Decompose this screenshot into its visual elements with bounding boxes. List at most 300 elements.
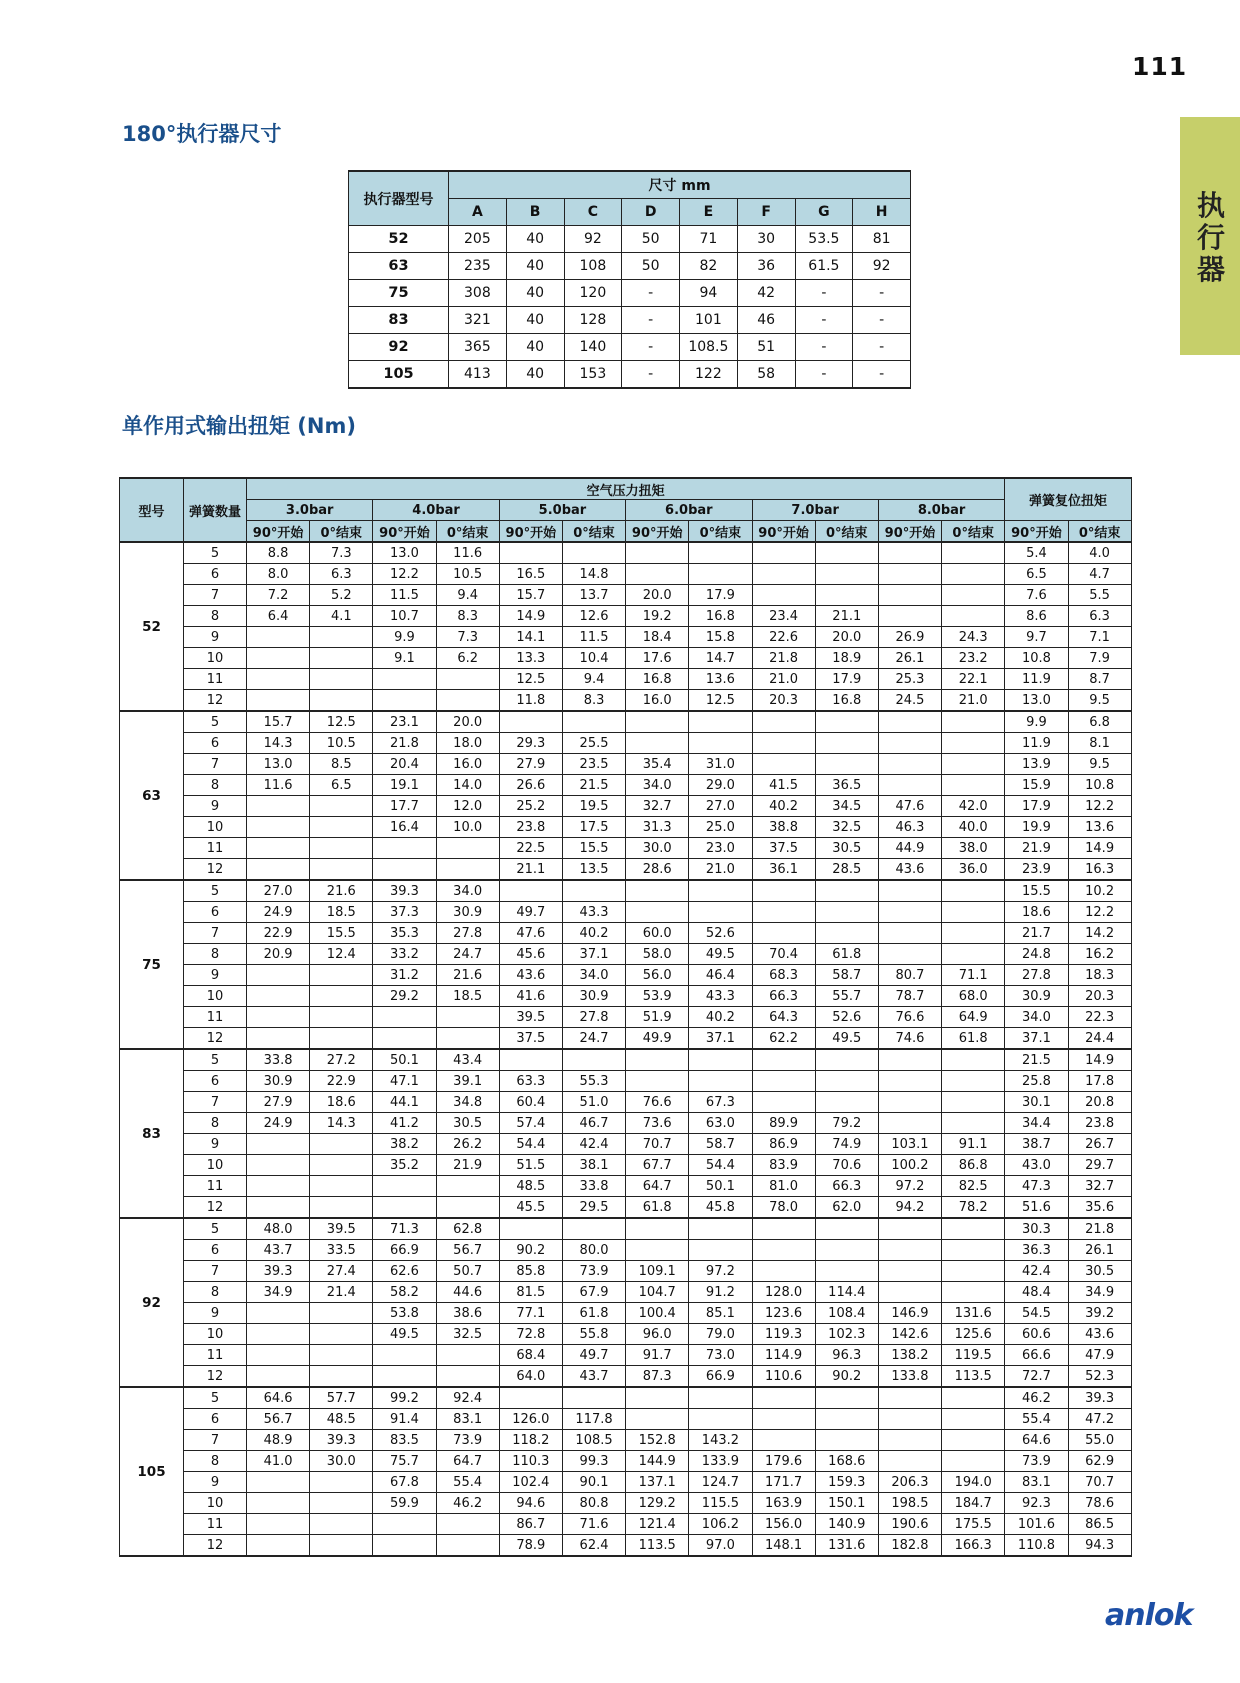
torque-cell: 20.0 [626,585,689,606]
torque-cell: 83.1 [436,1409,499,1430]
torque-cell: 61.8 [626,1197,689,1219]
torque-cell: 190.6 [878,1514,941,1535]
torque-cell [562,880,625,902]
model-cell: 83 [349,307,449,334]
torque-cell: 58.7 [689,1134,752,1155]
table-row [120,1303,1132,1324]
torque-cell: 78.2 [942,1197,1005,1219]
sub-header-end: 0°结束 [815,521,878,543]
torque-cell: 43.3 [689,986,752,1007]
torque-cell: 30.9 [247,1071,310,1092]
torque-cell: 20.0 [815,627,878,648]
torque-cell: 70.7 [626,1134,689,1155]
torque-cell: 73.0 [689,1345,752,1366]
torque-cell [247,1007,310,1028]
torque-cell [247,1303,310,1324]
sub-header-end: 0°结束 [310,521,373,543]
dimension-cell: 50 [622,253,680,280]
torque-cell: 36.3 [1005,1240,1068,1261]
torque-cell: 23.8 [1068,1113,1131,1134]
torque-cell: 8.5 [310,754,373,775]
dims-column-header: D [622,199,680,226]
spring-count-cell: 5 [184,542,247,564]
model-cell: 75 [349,280,449,307]
torque-cell: 115.5 [689,1493,752,1514]
torque-cell: 83.5 [373,1430,436,1451]
torque-cell: 86.5 [1068,1514,1131,1535]
torque-cell: 104.7 [626,1282,689,1303]
torque-cell [626,880,689,902]
torque-cell: 19.1 [373,775,436,796]
torque-cell: 58.0 [626,944,689,965]
torque-cell: 133.9 [689,1451,752,1472]
torque-cell: 16.4 [373,817,436,838]
torque-cell [815,1240,878,1261]
torque-cell: 23.2 [942,648,1005,669]
model-cell: 92 [349,334,449,361]
torque-cell: 11.5 [373,585,436,606]
torque-cell: 48.5 [499,1176,562,1197]
torque-cell: 36.1 [752,859,815,881]
dims-column-header: F [737,199,795,226]
torque-cell: 91.4 [373,1409,436,1430]
torque-cell [310,648,373,669]
table-row [120,1028,1132,1050]
torque-cell [247,648,310,669]
dimension-cell: 120 [564,280,622,307]
torque-cell: 52.3 [1068,1366,1131,1388]
model-cell: 92 [120,1218,184,1387]
torque-cell: 46.3 [878,817,941,838]
torque-cell: 184.7 [942,1493,1005,1514]
torque-cell [689,1240,752,1261]
torque-cell: 21.0 [942,690,1005,712]
pressure-header: 4.0bar [373,500,499,521]
torque-cell [436,1514,499,1535]
dims-column-header: A [449,199,507,226]
torque-cell [942,923,1005,944]
torque-cell: 46.7 [562,1113,625,1134]
torque-cell: 46.4 [689,965,752,986]
torque-cell [626,1049,689,1071]
torque-cell: 52.6 [815,1007,878,1028]
torque-cell: 12.2 [1068,796,1131,817]
torque-cell: 5.5 [1068,585,1131,606]
table-row [120,542,1132,564]
dimension-cell: 46 [737,307,795,334]
torque-cell [310,669,373,690]
torque-cell: 61.8 [942,1028,1005,1050]
torque-cell: 14.2 [1068,923,1131,944]
torque-cell: 21.6 [436,965,499,986]
table-row [120,1282,1132,1303]
spring-count-cell: 12 [184,1197,247,1219]
torque-cell: 21.8 [373,733,436,754]
torque-cell: 97.2 [878,1176,941,1197]
torque-cell: 21.9 [1005,838,1068,859]
torque-cell: 23.0 [689,838,752,859]
torque-cell: 13.5 [562,859,625,881]
torque-cell: 24.4 [1068,1028,1131,1050]
table-row [120,669,1132,690]
torque-cell [942,1409,1005,1430]
torque-cell: 19.2 [626,606,689,627]
torque-cell: 12.4 [310,944,373,965]
spring-count-cell: 11 [184,669,247,690]
torque-cell: 143.2 [689,1430,752,1451]
torque-cell: 171.7 [752,1472,815,1493]
torque-cell: 94.6 [499,1493,562,1514]
torque-cell [878,944,941,965]
table-row [120,585,1132,606]
torque-cell: 21.1 [499,859,562,881]
table-row [120,986,1132,1007]
sub-header-end: 0°结束 [942,521,1005,543]
torque-cell: 32.7 [626,796,689,817]
torque-cell: 43.0 [1005,1155,1068,1176]
torque-cell: 47.6 [878,796,941,817]
torque-cell [247,859,310,881]
torque-cell: 48.0 [247,1218,310,1240]
torque-cell: 23.8 [499,817,562,838]
torque-cell: 64.9 [942,1007,1005,1028]
torque-cell: 13.0 [373,542,436,564]
torque-cell: 66.6 [1005,1345,1068,1366]
torque-cell: 71.6 [562,1514,625,1535]
dimension-cell: 61.5 [795,253,853,280]
torque-cell: 30.9 [436,902,499,923]
torque-cell [310,965,373,986]
torque-cell: 92.4 [436,1387,499,1409]
table-row [349,307,911,334]
torque-cell [752,542,815,564]
dimension-cell: 140 [564,334,622,361]
torque-cell: 25.3 [878,669,941,690]
pressure-header: 5.0bar [499,500,625,521]
torque-cell: 34.0 [436,880,499,902]
sub-header-start: 90°开始 [1005,521,1068,543]
section-tab-char: 执 [1196,189,1225,222]
spring-count-cell: 10 [184,1324,247,1345]
table-row [120,880,1132,902]
torque-cell: 14.3 [310,1113,373,1134]
torque-cell: 5.4 [1005,542,1068,564]
torque-cell: 14.1 [499,627,562,648]
torque-cell [752,902,815,923]
torque-cell: 24.8 [1005,944,1068,965]
torque-cell: 34.9 [247,1282,310,1303]
torque-cell: 64.7 [626,1176,689,1197]
dims-column-header: C [564,199,622,226]
dimension-cell: 71 [680,226,738,253]
torque-cell: 71.1 [942,965,1005,986]
torque-cell [689,711,752,733]
torque-cell: 21.7 [1005,923,1068,944]
torque-cell: 9.1 [373,648,436,669]
torque-cell [310,1493,373,1514]
torque-cell [373,1345,436,1366]
torque-cell [752,1218,815,1240]
torque-cell: 12.2 [1068,902,1131,923]
torque-cell: 10.2 [1068,880,1131,902]
spring-count-cell: 7 [184,754,247,775]
torque-cell [815,880,878,902]
torque-cell: 77.1 [499,1303,562,1324]
dimension-cell: 40 [506,307,564,334]
torque-cell: 23.9 [1005,859,1068,881]
torque-cell: 26.9 [878,627,941,648]
torque-cell: 113.5 [942,1366,1005,1388]
torque-cell: 30.0 [310,1451,373,1472]
torque-cell [878,754,941,775]
torque-cell: 6.5 [310,775,373,796]
spring-count-cell: 5 [184,711,247,733]
torque-cell: 91.7 [626,1345,689,1366]
sub-header-start: 90°开始 [752,521,815,543]
torque-cell [942,775,1005,796]
torque-cell: 32.5 [436,1324,499,1345]
pressure-header-row [120,500,1132,521]
spring-count-cell: 7 [184,1430,247,1451]
torque-cell: 17.9 [1005,796,1068,817]
torque-cell [626,733,689,754]
torque-cell: 19.9 [1005,817,1068,838]
torque-cell [942,1282,1005,1303]
torque-cell: 43.6 [878,859,941,881]
torque-cell: 35.4 [626,754,689,775]
torque-cell: 55.8 [562,1324,625,1345]
torque-cell: 146.9 [878,1303,941,1324]
torque-cell: 42.4 [562,1134,625,1155]
torque-cell [878,1282,941,1303]
torque-cell: 58.2 [373,1282,436,1303]
torque-cell: 9.9 [373,627,436,648]
torque-cell: 14.9 [499,606,562,627]
torque-cell: 51.6 [1005,1197,1068,1219]
table-row [120,1472,1132,1493]
torque-cell: 16.0 [626,690,689,712]
dimension-cell: 40 [506,253,564,280]
torque-cell: 54.5 [1005,1303,1068,1324]
torque-cell [815,1409,878,1430]
torque-cell: 39.3 [310,1430,373,1451]
torque-cell [752,1071,815,1092]
torque-cell: 49.5 [815,1028,878,1050]
torque-cell: 17.6 [626,648,689,669]
torque-cell: 29.5 [562,1197,625,1219]
sub-header-end: 0°结束 [436,521,499,543]
torque-cell: 70.6 [815,1155,878,1176]
spring-count-cell: 8 [184,1451,247,1472]
torque-cell: 73.9 [1005,1451,1068,1472]
torque-cell [310,1155,373,1176]
torque-cell: 70.7 [1068,1472,1131,1493]
torque-cell: 36.5 [815,775,878,796]
torque-cell [247,965,310,986]
torque-cell: 56.0 [626,965,689,986]
torque-cell: 35.6 [1068,1197,1131,1219]
torque-cell: 68.3 [752,965,815,986]
spring-count-cell: 6 [184,1409,247,1430]
torque-cell: 16.3 [1068,859,1131,881]
spring-count-cell: 6 [184,1240,247,1261]
torque-cell [689,1218,752,1240]
torque-cell: 16.2 [1068,944,1131,965]
torque-cell: 39.1 [436,1071,499,1092]
table-row [120,754,1132,775]
torque-cell: 43.3 [562,902,625,923]
spring-count-cell: 11 [184,1514,247,1535]
dimension-cell: 101 [680,307,738,334]
spring-count-cell: 6 [184,564,247,585]
torque-cell [310,690,373,712]
spring-count-cell: 8 [184,606,247,627]
torque-cell [878,775,941,796]
spring-count-cell: 9 [184,1472,247,1493]
torque-cell: 14.3 [247,733,310,754]
dimension-cell: 42 [737,280,795,307]
torque-cell [752,711,815,733]
torque-cell: 97.2 [689,1261,752,1282]
torque-cell: 10.8 [1068,775,1131,796]
torque-cell [689,1071,752,1092]
pressure-header: 7.0bar [752,500,878,521]
table-row [349,361,911,389]
torque-cell: 15.8 [689,627,752,648]
torque-cell [752,880,815,902]
torque-cell [247,838,310,859]
torque-cell [752,754,815,775]
torque-cell: 62.4 [562,1535,625,1557]
torque-cell [878,1430,941,1451]
torque-cell: 90.2 [499,1240,562,1261]
section-tab-char: 器 [1196,253,1225,286]
torque-cell: 64.7 [436,1451,499,1472]
torque-cell [815,1430,878,1451]
torque-cell: 68.0 [942,986,1005,1007]
torque-cell: 28.5 [815,859,878,881]
torque-cell [689,902,752,923]
dimension-cell: 51 [737,334,795,361]
table-row [349,334,911,361]
torque-cell: 26.6 [499,775,562,796]
torque-cell: 168.6 [815,1451,878,1472]
torque-cell: 38.0 [942,838,1005,859]
torque-cell: 131.6 [815,1535,878,1557]
torque-cell: 34.9 [1068,1282,1131,1303]
torque-cell [942,711,1005,733]
torque-cell: 56.7 [436,1240,499,1261]
torque-cell: 22.1 [942,669,1005,690]
torque-cell: 22.9 [247,923,310,944]
torque-cell: 34.4 [1005,1113,1068,1134]
torque-cell: 24.7 [562,1028,625,1050]
torque-cell: 20.3 [1068,986,1131,1007]
torque-cell [310,1028,373,1050]
torque-cell: 47.3 [1005,1176,1068,1197]
torque-cell: 43.6 [1068,1324,1131,1345]
torque-cell [499,1049,562,1071]
table-row [120,838,1132,859]
torque-cell: 39.5 [499,1007,562,1028]
torque-cell: 24.9 [247,1113,310,1134]
sub-header-start: 90°开始 [499,521,562,543]
torque-cell: 74.9 [815,1134,878,1155]
torque-cell: 6.2 [436,648,499,669]
torque-cell: 74.6 [878,1028,941,1050]
torque-cell [310,1007,373,1028]
spring-count-cell: 5 [184,1387,247,1409]
torque-cell [247,986,310,1007]
dimension-cell: 50 [622,226,680,253]
torque-cell: 9.5 [1068,690,1131,712]
torque-cell [942,902,1005,923]
torque-cell [373,1366,436,1388]
torque-cell: 41.2 [373,1113,436,1134]
torque-cell: 45.5 [499,1197,562,1219]
torque-cell: 15.7 [499,585,562,606]
dimension-cell: 40 [506,226,564,253]
torque-cell: 10.5 [436,564,499,585]
pressure-header: 8.0bar [878,500,1004,521]
torque-cell: 128.0 [752,1282,815,1303]
torque-cell: 11.6 [247,775,310,796]
torque-cell: 108.4 [815,1303,878,1324]
torque-cell [878,880,941,902]
torque-cell: 63.0 [689,1113,752,1134]
dimension-cell: 153 [564,361,622,389]
table-row [120,1092,1132,1113]
table-row [120,1218,1132,1240]
torque-cell: 46.2 [1005,1387,1068,1409]
torque-cell: 21.5 [562,775,625,796]
torque-cell: 86.7 [499,1514,562,1535]
torque-cell [373,859,436,881]
table-row [120,1155,1132,1176]
torque-cell [878,1049,941,1071]
torque-cell [247,1028,310,1050]
torque-cell [878,542,941,564]
torque-cell: 51.0 [562,1092,625,1113]
torque-cell: 103.1 [878,1134,941,1155]
torque-cell: 49.7 [562,1345,625,1366]
spring-count-cell: 10 [184,1155,247,1176]
torque-cell: 13.6 [1068,817,1131,838]
torque-cell [247,1155,310,1176]
torque-cell: 82.5 [942,1176,1005,1197]
torque-cell: 23.5 [562,754,625,775]
torque-cell: 24.5 [878,690,941,712]
torque-cell [499,711,562,733]
torque-air-header: 空气压力扭矩 [247,478,1005,500]
torque-cell [373,1197,436,1219]
spring-count-cell: 11 [184,1345,247,1366]
torque-cell: 30.5 [436,1113,499,1134]
torque-cell: 6.3 [1068,606,1131,627]
spring-count-cell: 7 [184,1261,247,1282]
torque-cell [247,1535,310,1557]
torque-cell [942,542,1005,564]
torque-cell: 31.0 [689,754,752,775]
torque-cell: 12.5 [310,711,373,733]
torque-cell: 12.2 [373,564,436,585]
torque-cell: 22.9 [310,1071,373,1092]
torque-cell [373,690,436,712]
torque-cell: 11.9 [1005,733,1068,754]
torque-cell [878,1409,941,1430]
torque-cell: 37.5 [499,1028,562,1050]
dimension-cell: 235 [449,253,507,280]
